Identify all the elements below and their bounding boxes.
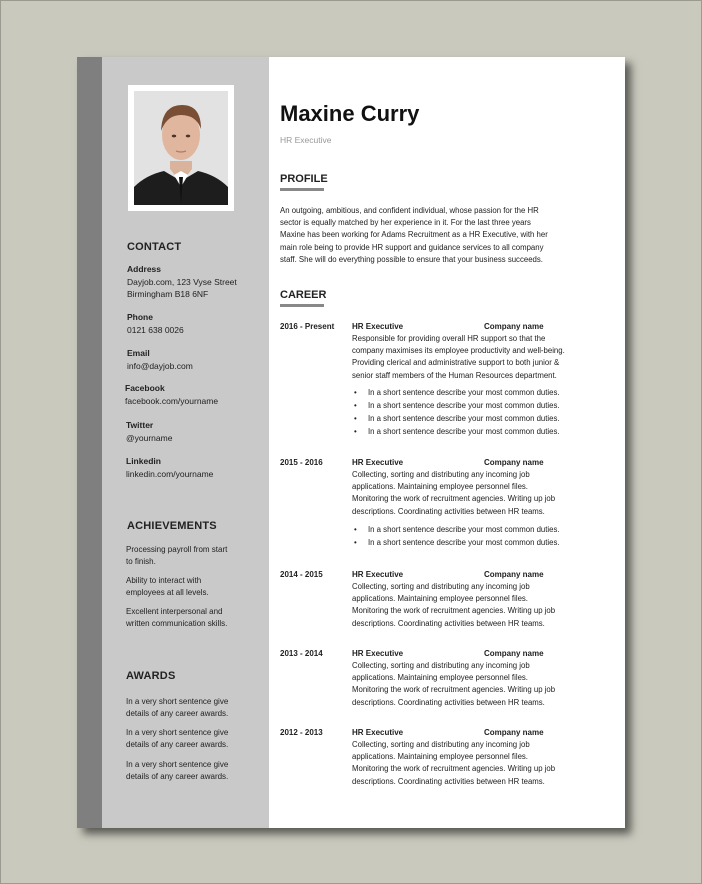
linkedin-label: Linkedin (126, 456, 161, 466)
job-title: HR Executive (280, 135, 332, 145)
address-label: Address (127, 264, 162, 274)
career-role: HR Executive (352, 570, 404, 579)
duty-bullet: • In a short sentence describe your most common duties. (354, 388, 560, 397)
achievement-item: Excellent interpersonal and written communication skills. (126, 607, 228, 628)
resume-page (77, 57, 625, 828)
career-underline (280, 304, 324, 307)
profile-underline (280, 188, 324, 191)
career-description: Responsible for providing overall HR support so that the company maximises its employee productivity and well-being. Providing clerical and administrative support to both junior & senior staff members of the Human Resources department. (352, 334, 565, 380)
achievement-item: Ability to interact with employees at all levels. (126, 576, 209, 597)
award-item: In a very short sentence give details of any career awards. (126, 728, 229, 749)
linkedin-value: linkedin.com/yourname (126, 469, 214, 479)
profile-text: An outgoing, ambitious, and confident individual, whose passion for the HR sector is equally matched by her experience in it. For the last three years Maxine has been working for Adams Recruitment as a HR Executive, with her main role being to provide HR support and guidance services to all company staff. She will do everything possible to ensure that your business succeeds. (280, 206, 548, 264)
address-line-2: Birmingham B18 6NF (127, 289, 209, 299)
candidate-name: Maxine Curry (280, 101, 420, 126)
career-company: Company name (484, 458, 544, 467)
career-description: Collecting, sorting and distributing any incoming job applications. Maintaining employee personnel files. Monitoring the work of recruitment agencies. Writing up job descriptions. Coordinating activities between HR teams. (352, 740, 556, 786)
duty-bullet: • In a short sentence describe your most common duties. (354, 401, 560, 410)
sidebar-stripe (77, 57, 102, 828)
award-item: In a very short sentence give details of any career awards. (126, 760, 229, 781)
achievements-heading: ACHIEVEMENTS (127, 520, 217, 532)
career-dates: 2015 - 2016 (280, 458, 323, 467)
email-label: Email (127, 348, 150, 358)
career-heading: CAREER (280, 289, 327, 301)
duty-bullet: • In a short sentence describe your most common duties. (354, 538, 560, 547)
twitter-value: @yourname (126, 433, 173, 443)
profile-heading: PROFILE (280, 173, 328, 185)
email-value: info@dayjob.com (127, 361, 193, 371)
twitter-label: Twitter (126, 420, 154, 430)
profile-photo (134, 91, 228, 205)
career-company: Company name (484, 570, 544, 579)
duty-bullet: • In a short sentence describe your most common duties. (354, 427, 560, 436)
person-portrait-icon (134, 91, 228, 205)
career-description: Collecting, sorting and distributing any incoming job applications. Maintaining employee personnel files. Monitoring the work of recruitment agencies. Writing up job descriptions. Coordinating activities between HR teams. (352, 470, 556, 516)
awards-heading: AWARDS (126, 670, 176, 682)
career-company: Company name (484, 649, 544, 658)
facebook-value: facebook.com/yourname (125, 396, 219, 406)
career-description: Collecting, sorting and distributing any incoming job applications. Maintaining employee personnel files. Monitoring the work of recruitment agencies. Writing up job descriptions. Coordinating activities between HR teams. (352, 661, 556, 707)
career-role: HR Executive (352, 322, 404, 331)
achievement-item: Processing payroll from start to finish. (126, 545, 228, 566)
career-dates: 2013 - 2014 (280, 649, 323, 658)
career-company: Company name (484, 322, 544, 331)
career-role: HR Executive (352, 728, 404, 737)
address-line-1: Dayjob.com, 123 Vyse Street (127, 277, 237, 287)
facebook-label: Facebook (125, 383, 165, 393)
photo-frame (128, 85, 234, 211)
phone-value: 0121 638 0026 (127, 325, 184, 335)
award-item: In a very short sentence give details of any career awards. (126, 697, 229, 718)
career-dates: 2014 - 2015 (280, 570, 323, 579)
contact-heading: CONTACT (127, 241, 182, 253)
career-dates: 2012 - 2013 (280, 728, 323, 737)
duty-bullet: • In a short sentence describe your most common duties. (354, 525, 560, 534)
duty-bullet: • In a short sentence describe your most common duties. (354, 414, 560, 423)
phone-label: Phone (127, 312, 153, 322)
career-dates: 2016 - Present (280, 322, 335, 331)
career-role: HR Executive (352, 649, 404, 658)
career-role: HR Executive (352, 458, 404, 467)
career-description: Collecting, sorting and distributing any incoming job applications. Maintaining employee personnel files. Monitoring the work of recruitment agencies. Writing up job descriptions. Coordinating activities between HR teams. (352, 582, 556, 628)
career-company: Company name (484, 728, 544, 737)
